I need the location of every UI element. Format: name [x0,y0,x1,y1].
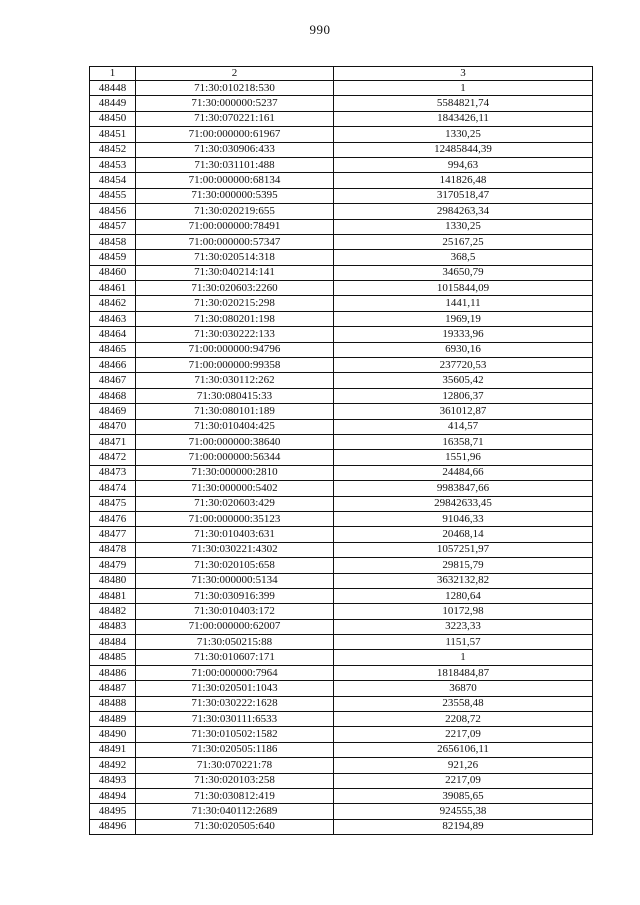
cadastral-number-cell: 71:30:020505:640 [136,819,334,834]
cadastral-number-cell: 71:30:030111:6533 [136,712,334,727]
cadastral-number-cell: 71:30:010607:171 [136,650,334,665]
value-cell: 237720,53 [334,358,593,373]
value-cell: 35605,42 [334,373,593,388]
cadastral-number-cell: 71:30:010404:425 [136,419,334,434]
value-cell: 141826,48 [334,173,593,188]
cadastral-number-cell: 71:30:020603:429 [136,496,334,511]
row-number-cell: 48477 [90,527,136,542]
table-row [90,373,593,388]
value-cell: 5584821,74 [334,96,593,111]
value-cell: 34650,79 [334,265,593,280]
value-cell: 1843426,11 [334,111,593,126]
value-cell: 921,26 [334,758,593,773]
row-number-cell: 48451 [90,127,136,142]
row-number-cell: 48488 [90,696,136,711]
row-number-cell: 48495 [90,804,136,819]
table-row [90,727,593,742]
value-cell: 1330,25 [334,127,593,142]
row-number-cell: 48454 [90,173,136,188]
cadastral-number-cell: 71:00:000000:57347 [136,234,334,249]
value-cell: 25167,25 [334,234,593,249]
row-number-cell: 48470 [90,419,136,434]
row-number-cell: 48493 [90,773,136,788]
row-number-cell: 48457 [90,219,136,234]
value-cell: 2984263,34 [334,204,593,219]
column-header: 3 [334,67,593,81]
value-cell: 2208,72 [334,712,593,727]
row-number-cell: 48467 [90,373,136,388]
row-number-cell: 48456 [90,204,136,219]
value-cell: 82194,89 [334,819,593,834]
table-row [90,635,593,650]
row-number-cell: 48449 [90,96,136,111]
column-header: 1 [90,67,136,81]
value-cell: 3223,33 [334,619,593,634]
row-number-cell: 48479 [90,558,136,573]
row-number-cell: 48459 [90,250,136,265]
table-row [90,558,593,573]
table-row [90,496,593,511]
table-row [90,388,593,403]
cadastral-number-cell: 71:30:010403:172 [136,604,334,619]
value-cell: 91046,33 [334,511,593,526]
cadastral-number-cell: 71:30:031101:488 [136,157,334,172]
cadastral-number-cell: 71:30:020215:298 [136,296,334,311]
row-number-cell: 48490 [90,727,136,742]
table-row [90,588,593,603]
cadastral-number-cell: 71:30:020514:318 [136,250,334,265]
row-number-cell: 48483 [90,619,136,634]
value-cell: 2656106,11 [334,742,593,757]
table-row [90,142,593,157]
cadastral-number-cell: 71:30:030812:419 [136,788,334,803]
table-row [90,665,593,680]
table-row [90,819,593,834]
table-row [90,188,593,203]
cadastral-number-cell: 71:00:000000:7964 [136,665,334,680]
cadastral-number-cell: 71:30:030221:4302 [136,542,334,557]
table-row [90,157,593,172]
table-row [90,296,593,311]
table-row [90,311,593,326]
row-number-cell: 48478 [90,542,136,557]
cadastral-number-cell: 71:30:000000:5237 [136,96,334,111]
row-number-cell: 48480 [90,573,136,588]
row-number-cell: 48463 [90,311,136,326]
table-row [90,450,593,465]
cadastral-number-cell: 71:00:000000:99358 [136,358,334,373]
row-number-cell: 48452 [90,142,136,157]
table-row [90,604,593,619]
value-cell: 1 [334,81,593,96]
cadastral-number-cell: 71:30:010218:530 [136,81,334,96]
value-cell: 1551,96 [334,450,593,465]
value-cell: 1969,19 [334,311,593,326]
row-number-cell: 48491 [90,742,136,757]
cadastral-number-cell: 71:30:070221:78 [136,758,334,773]
cadastral-number-cell: 71:30:000000:5134 [136,573,334,588]
row-number-cell: 48484 [90,635,136,650]
cadastral-number-cell: 71:00:000000:68134 [136,173,334,188]
value-cell: 1 [334,650,593,665]
table-row [90,542,593,557]
row-number-cell: 48455 [90,188,136,203]
value-cell: 39085,65 [334,788,593,803]
table-row [90,742,593,757]
value-cell: 16358,71 [334,434,593,449]
value-cell: 1151,57 [334,635,593,650]
cadastral-number-cell: 71:30:040112:2689 [136,804,334,819]
table-row [90,81,593,96]
row-number-cell: 48475 [90,496,136,511]
cadastral-number-cell: 71:30:080415:33 [136,388,334,403]
cadastral-number-cell: 71:30:000000:5395 [136,188,334,203]
cadastral-number-cell: 71:30:080101:189 [136,404,334,419]
table-row [90,281,593,296]
row-number-cell: 48461 [90,281,136,296]
row-number-cell: 48481 [90,588,136,603]
table-row [90,712,593,727]
table-row [90,696,593,711]
table-row [90,173,593,188]
value-cell: 2217,09 [334,727,593,742]
table-row [90,804,593,819]
value-cell: 1015844,09 [334,281,593,296]
row-number-cell: 48496 [90,819,136,834]
table-row [90,96,593,111]
value-cell: 9983847,66 [334,481,593,496]
cadastral-number-cell: 71:30:030112:262 [136,373,334,388]
table-row [90,219,593,234]
row-number-cell: 48468 [90,388,136,403]
row-number-cell: 48473 [90,465,136,480]
cadastral-number-cell: 71:30:020105:658 [136,558,334,573]
cadastral-number-cell: 71:00:000000:61967 [136,127,334,142]
table-row [90,619,593,634]
cadastral-number-cell: 71:30:020505:1186 [136,742,334,757]
cadastral-number-cell: 71:30:030222:1628 [136,696,334,711]
row-number-cell: 48462 [90,296,136,311]
cadastral-number-cell: 71:30:000000:5402 [136,481,334,496]
cadastral-number-cell: 71:00:000000:78491 [136,219,334,234]
value-cell: 1818484,87 [334,665,593,680]
table-row [90,327,593,342]
table-row [90,681,593,696]
table-row [90,481,593,496]
cadastral-number-cell: 71:30:020603:2260 [136,281,334,296]
row-number-cell: 48492 [90,758,136,773]
table-row [90,111,593,126]
table-row [90,758,593,773]
value-cell: 3170518,47 [334,188,593,203]
cadastral-number-cell: 71:30:000000:2810 [136,465,334,480]
table-row [90,265,593,280]
table-row [90,342,593,357]
value-cell: 29842633,45 [334,496,593,511]
row-number-cell: 48486 [90,665,136,680]
cadastral-number-cell: 71:30:070221:161 [136,111,334,126]
cadastral-number-cell: 71:00:000000:38640 [136,434,334,449]
table-row [90,511,593,526]
value-cell: 414,57 [334,419,593,434]
value-cell: 20468,14 [334,527,593,542]
value-cell: 12806,37 [334,388,593,403]
value-cell: 1330,25 [334,219,593,234]
value-cell: 1441,11 [334,296,593,311]
table-row [90,234,593,249]
value-cell: 924555,38 [334,804,593,819]
table-header-row [90,67,593,81]
value-cell: 1280,64 [334,588,593,603]
cadastral-number-cell: 71:30:030906:433 [136,142,334,157]
value-cell: 29815,79 [334,558,593,573]
cadastral-value-table [89,66,593,835]
cadastral-number-cell: 71:30:040214:141 [136,265,334,280]
value-cell: 12485844,39 [334,142,593,157]
row-number-cell: 48450 [90,111,136,126]
row-number-cell: 48465 [90,342,136,357]
column-header: 2 [136,67,334,81]
table-row [90,465,593,480]
row-number-cell: 48494 [90,788,136,803]
row-number-cell: 48469 [90,404,136,419]
value-cell: 3632132,82 [334,573,593,588]
row-number-cell: 48466 [90,358,136,373]
cadastral-number-cell: 71:30:030916:399 [136,588,334,603]
row-number-cell: 48471 [90,434,136,449]
table-row [90,358,593,373]
table-row [90,573,593,588]
cadastral-number-cell: 71:30:020103:258 [136,773,334,788]
value-cell: 19333,96 [334,327,593,342]
row-number-cell: 48474 [90,481,136,496]
row-number-cell: 48448 [90,81,136,96]
table-row [90,650,593,665]
table-row [90,419,593,434]
value-cell: 23558,48 [334,696,593,711]
value-cell: 36870 [334,681,593,696]
value-cell: 361012,87 [334,404,593,419]
table-row [90,773,593,788]
cadastral-number-cell: 71:00:000000:94796 [136,342,334,357]
table-body [90,81,593,835]
value-cell: 24484,66 [334,465,593,480]
row-number-cell: 48476 [90,511,136,526]
value-cell: 1057251,97 [334,542,593,557]
row-number-cell: 48485 [90,650,136,665]
row-number-cell: 48489 [90,712,136,727]
table-row [90,250,593,265]
table-row [90,404,593,419]
table-row [90,527,593,542]
cadastral-number-cell: 71:30:080201:198 [136,311,334,326]
value-cell: 368,5 [334,250,593,265]
cadastral-number-cell: 71:30:050215:88 [136,635,334,650]
value-cell: 994,63 [334,157,593,172]
cadastral-number-cell: 71:30:020219:655 [136,204,334,219]
table-row [90,204,593,219]
row-number-cell: 48482 [90,604,136,619]
table-row [90,434,593,449]
cadastral-number-cell: 71:00:000000:62007 [136,619,334,634]
value-cell: 6930,16 [334,342,593,357]
row-number-cell: 48460 [90,265,136,280]
cadastral-number-cell: 71:00:000000:35123 [136,511,334,526]
cadastral-number-cell: 71:30:030222:133 [136,327,334,342]
cadastral-number-cell: 71:30:010502:1582 [136,727,334,742]
table-row [90,788,593,803]
row-number-cell: 48487 [90,681,136,696]
cadastral-number-cell: 71:00:000000:56344 [136,450,334,465]
table-row [90,127,593,142]
value-cell: 2217,09 [334,773,593,788]
row-number-cell: 48453 [90,157,136,172]
row-number-cell: 48464 [90,327,136,342]
row-number-cell: 48472 [90,450,136,465]
row-number-cell: 48458 [90,234,136,249]
cadastral-number-cell: 71:30:010403:631 [136,527,334,542]
value-cell: 10172,98 [334,604,593,619]
page-number: 990 [309,22,331,37]
cadastral-number-cell: 71:30:020501:1043 [136,681,334,696]
